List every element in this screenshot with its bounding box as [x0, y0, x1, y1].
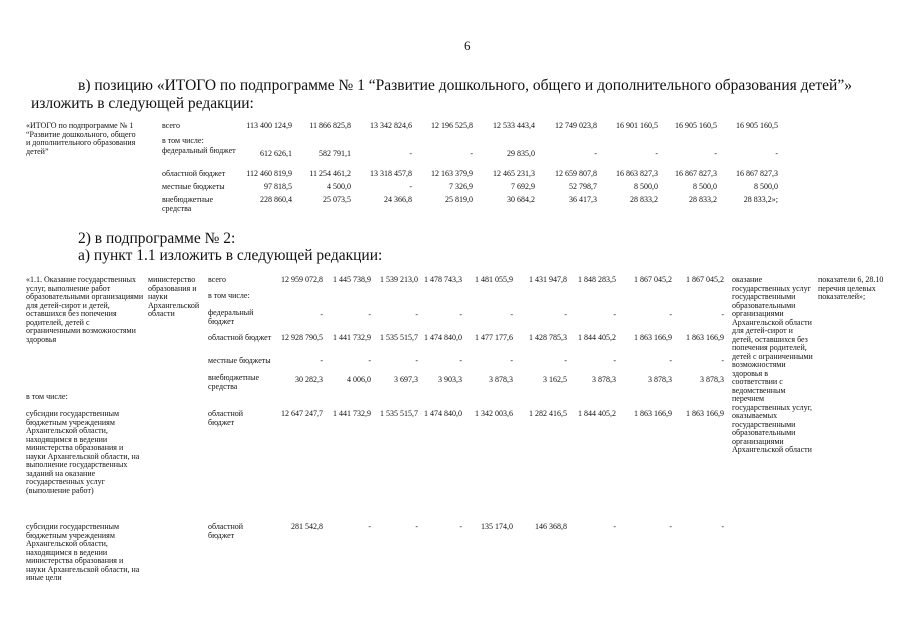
- table2-cell: 30 282,3: [295, 375, 323, 384]
- table1-row-label: областной бюджет: [162, 169, 226, 178]
- table1-cell: 28 833,2»;: [743, 195, 778, 204]
- table2-cell: 3 878,3: [700, 375, 724, 384]
- table2-row-label: всего: [208, 275, 227, 284]
- table2-cell: -: [320, 356, 323, 365]
- table2-cell: 1 478 743,3: [424, 275, 462, 284]
- sub2-cell: 146 368,8: [535, 522, 567, 531]
- table1-cell: 29 835,0: [507, 149, 535, 158]
- table2-cell: -: [564, 356, 567, 365]
- table2-cell: -: [415, 310, 418, 319]
- sub1-cell: 1 441 732,9: [333, 409, 371, 418]
- table1-cell: 8 500,0: [693, 182, 717, 191]
- table1-cell: 8 500,0: [634, 182, 658, 191]
- table2-cell: 3 878,3: [648, 375, 672, 384]
- sub2-cell: -: [669, 522, 672, 531]
- table2-row-label: федеральный бюджет: [208, 308, 254, 326]
- table2-cell: 1 844 405,2: [578, 333, 616, 342]
- page-number: 6: [464, 38, 471, 53]
- table2-cell: -: [669, 356, 672, 365]
- table1-cell: 16 901 160,5: [616, 121, 658, 130]
- sub1-cell: 1 342 003,6: [475, 409, 513, 418]
- table2-cell: 3 162,5: [543, 375, 567, 384]
- sub2-cell: 281 542,8: [291, 522, 323, 531]
- table2-cell: 1 867 045,2: [634, 275, 672, 284]
- table1-cell: 30 684,2: [507, 195, 535, 204]
- table1-cell: 28 833,2: [630, 195, 658, 204]
- table2-cell: 1 535 515,7: [380, 333, 418, 342]
- table1-cell: 8 500,0: [754, 182, 778, 191]
- table2-cell: 1 441 732,9: [333, 333, 371, 342]
- paragraph-v-line1: в) позицию «ИТОГО по подпрограмме № 1 “Развитие дошкольного, общего и дополнительного образования детей”»: [78, 77, 852, 94]
- table2-row-label: областной бюджет: [208, 333, 272, 342]
- table1-cell: 582 791,1: [319, 149, 351, 158]
- sub2-label: областной бюджет: [208, 522, 244, 540]
- table2-cell: 3 878,3: [489, 375, 513, 384]
- table2-cell: -: [564, 310, 567, 319]
- table2-cell: 1 477 177,6: [475, 333, 513, 342]
- table2-indicators: показатели 6, 28.10 перечня целевых показателей»;: [818, 275, 884, 301]
- table1-cell: 112 460 819,9: [246, 169, 292, 178]
- table1-cell: 28 833,2: [689, 195, 717, 204]
- table1-cell: 12 749 023,8: [555, 121, 597, 130]
- table1-cell: 228 860,4: [260, 195, 292, 204]
- table2-row-label: в том числе:: [208, 291, 250, 300]
- table1-cell: 97 818,5: [264, 182, 292, 191]
- table2-cell: 1 867 045,2: [686, 275, 724, 284]
- sub2-cell: -: [613, 522, 616, 531]
- table1-cell: 12 659 807,8: [555, 169, 597, 178]
- sub2-cell: -: [415, 522, 418, 531]
- table2-cell: -: [721, 356, 724, 365]
- table2-cell: 1 863 166,9: [634, 333, 672, 342]
- table1-row-label: федеральный бюджет: [162, 146, 236, 155]
- table2-cell: 12 959 072,8: [281, 275, 323, 284]
- sub1-cell: 1 535 515,7: [380, 409, 418, 418]
- table2-cell: -: [510, 356, 513, 365]
- table2-cell: -: [613, 310, 616, 319]
- table1-cell: -: [714, 149, 717, 158]
- table1-cell: -: [470, 149, 473, 158]
- table1-cell: 11 866 825,8: [309, 121, 351, 130]
- table1-row-label: всего: [162, 121, 181, 130]
- table1-row-label: в том числе:: [162, 136, 204, 145]
- table1-cell: 12 465 231,3: [493, 169, 535, 178]
- table2-cell: -: [368, 356, 371, 365]
- table1-cell: 4 500,0: [327, 182, 351, 191]
- table2-cell: 3 903,3: [438, 375, 462, 384]
- table1-cell: 11 254 461,2: [309, 169, 351, 178]
- table1-cell: 13 318 457,8: [370, 169, 412, 178]
- table2-cell: -: [510, 310, 513, 319]
- sub1-cell: 1 844 405,2: [578, 409, 616, 418]
- table2-row-label: местные бюджеты: [208, 356, 271, 365]
- sub2-text: субсидии государственным бюджетным учреждениям Архангельской области, находящимся в ведении министерства образования и науки Архангельской области, на иные цели: [26, 522, 140, 582]
- table2-cell: -: [669, 310, 672, 319]
- sub2-cell: -: [459, 522, 462, 531]
- sub2-cell: 135 174,0: [481, 522, 513, 531]
- table1-cell: -: [775, 149, 778, 158]
- table2-cell: -: [459, 356, 462, 365]
- table1-cell: 16 867 827,3: [736, 169, 778, 178]
- table1-row-label: местные бюджеты: [162, 182, 225, 191]
- table1-cell: 12 163 379,9: [431, 169, 473, 178]
- table1-cell: -: [409, 149, 412, 158]
- table2-in-that-number: в том числе:: [26, 392, 68, 401]
- table2-cell: 1 445 738,9: [333, 275, 371, 284]
- sub2-cell: -: [368, 522, 371, 531]
- sub2-cell: -: [721, 522, 724, 531]
- table2-cell: -: [459, 310, 462, 319]
- table1-cell: 16 905 160,5: [675, 121, 717, 130]
- paragraph-a: а) пункт 1.1 изложить в следующей редакции:: [78, 247, 383, 264]
- table1-cell: -: [655, 149, 658, 158]
- table1-cell: 36 417,3: [569, 195, 597, 204]
- table2-cell: 3 697,3: [394, 375, 418, 384]
- table2-cell: 1 428 785,3: [529, 333, 567, 342]
- table2-executor: министерство образования и науки Архангельской области: [148, 275, 200, 318]
- table2-cell: 1 848 283,5: [578, 275, 616, 284]
- sub1-cell: 1 282 416,5: [529, 409, 567, 418]
- table1-cell: 612 626,1: [260, 149, 292, 158]
- table2-cell: 1 474 840,0: [424, 333, 462, 342]
- table1-cell: 113 400 124,9: [246, 121, 292, 130]
- paragraph-v-line2: изложить в следующей редакции:: [31, 95, 254, 112]
- table2-cell: -: [613, 356, 616, 365]
- table1-cell: 16 905 160,5: [736, 121, 778, 130]
- table2-cell: 1 863 166,9: [686, 333, 724, 342]
- table2-item-title: «1.1. Оказание государственных услуг, выполнение работ образовательными организациями для детей-сирот и детей, оставшихся без попечения родителей, детей с ограниченными возможностями здоровья: [26, 275, 144, 344]
- sub1-cell: 1 863 166,9: [634, 409, 672, 418]
- table1-cell: 24 366,8: [384, 195, 412, 204]
- table2-cell: -: [721, 310, 724, 319]
- table1-cell: -: [409, 182, 412, 191]
- table2-cell: 1 481 055,9: [475, 275, 513, 284]
- table2-cell: 12 928 790,5: [281, 333, 323, 342]
- table2-cell: 1 431 947,8: [529, 275, 567, 284]
- sub1-text: субсидии государственным бюджетным учреждениям Архангельской области, находящимся в ведении министерства образования и науки Архангельской области, на выполнение государственных заданий на оказание государственных услуг (выполнение работ): [26, 409, 140, 495]
- table1-title: «ИТОГО по подпрограмме № 1 “Развитие дошкольного, общего и дополнительного образования детей”: [26, 121, 136, 156]
- table1-cell: 7 326,9: [449, 182, 473, 191]
- table2-cell: -: [368, 310, 371, 319]
- table2-cell: 4 006,0: [347, 375, 371, 384]
- sub1-cell: 1 474 840,0: [424, 409, 462, 418]
- sub1-cell: 1 863 166,9: [686, 409, 724, 418]
- table2-cell: -: [415, 356, 418, 365]
- table2-cell: 1 539 213,0: [380, 275, 418, 284]
- table1-cell: 25 073,5: [323, 195, 351, 204]
- table2-cell: 3 878,3: [592, 375, 616, 384]
- paragraph-2: 2) в подпрограмме № 2:: [78, 230, 236, 247]
- table1-cell: 13 342 824,6: [370, 121, 412, 130]
- table1-cell: 16 863 827,3: [616, 169, 658, 178]
- table1-cell: 12 533 443,4: [493, 121, 535, 130]
- sub1-cell: 12 647 247,7: [281, 409, 323, 418]
- table2-result-text: оказание государственных услуг государственными образовательными организациями Архангельской области для детей-сирот и детей, оставшихся без попечения родителей, детей с ограниченными возможностями здоровья в соответствии с ведомственным перечнем государственных услуг, оказываемых государственными образовательными организациями Архангельской области: [732, 275, 813, 454]
- table2-row-label: внебюджетные средства: [208, 373, 259, 391]
- table1-cell: 7 692,9: [511, 182, 535, 191]
- sub1-label: областной бюджет: [208, 409, 244, 427]
- table1-cell: 12 196 525,8: [431, 121, 473, 130]
- table1-cell: -: [594, 149, 597, 158]
- table1-cell: 52 798,7: [569, 182, 597, 191]
- table2-cell: -: [320, 310, 323, 319]
- table1-row-label: внебюджетные средства: [162, 195, 213, 213]
- table1-cell: 16 867 827,3: [675, 169, 717, 178]
- table1-cell: 25 819,0: [445, 195, 473, 204]
